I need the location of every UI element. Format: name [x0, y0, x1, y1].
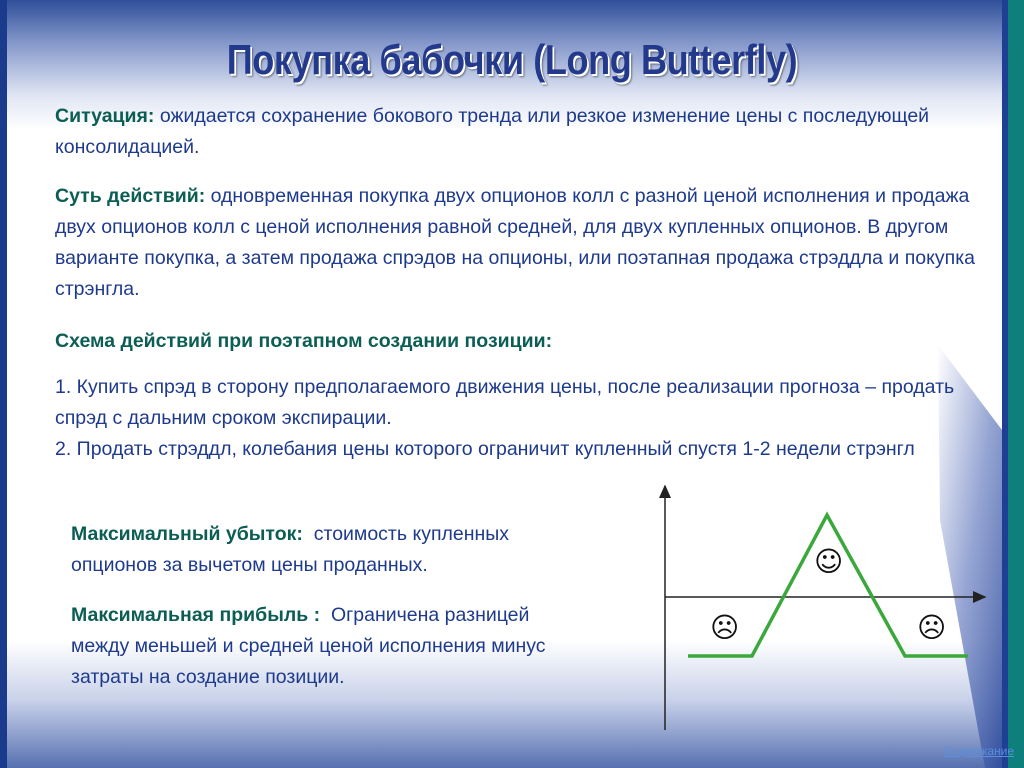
essence-text: одновременная покупка двух опционов колл с разной ценой исполнения и продажа двух опционов колл с ценой исполнения равной средней, для двух купленных опционов. В другом варианте покупка, а затем продажа спрэдов на опционы, или поэтапная продажа стрэддла и покупка стрэнгла. — [55, 185, 975, 300]
essence-label: Суть действий: — [55, 185, 206, 207]
contents-link[interactable]: Содержание — [943, 744, 1014, 758]
step-item-2: 2. Продать стрэддл, колебания цены которого ограничит купленный спустя 1-2 недели стрэнгл — [55, 438, 915, 460]
situation-text: ожидается сохранение бокового тренда или резкое изменение цены с последующей консолидацией. — [55, 105, 930, 158]
page-title: Покупка бабочки (Long Butterfly) — [226, 36, 798, 83]
max-profit-text: Ограничена разницей между меньшей и средней ценой исполнения минус затраты на создание позиции. — [71, 604, 546, 688]
sad-face-icon-right: ☹ — [917, 611, 947, 644]
sad-face-icon-left: ☹ — [710, 611, 740, 644]
max-profit-label: Максимальная прибыль : — [71, 604, 321, 626]
situation-label: Ситуация: — [55, 105, 155, 127]
step-item-1: 1. Купить спрэд в сторону предполагаемого движения цены, после реализации прогноза – продать спрэд с дальним сроком экспирации. — [55, 376, 955, 429]
scheme-heading: Схема действий при поэтапном создании позиции: — [55, 330, 553, 352]
max-loss-text: стоимость купленных опционов за вычетом цены проданных. — [71, 523, 510, 576]
happy-face-icon: ☺ — [814, 545, 844, 578]
max-loss-label: Максимальный убыток: — [71, 523, 303, 545]
